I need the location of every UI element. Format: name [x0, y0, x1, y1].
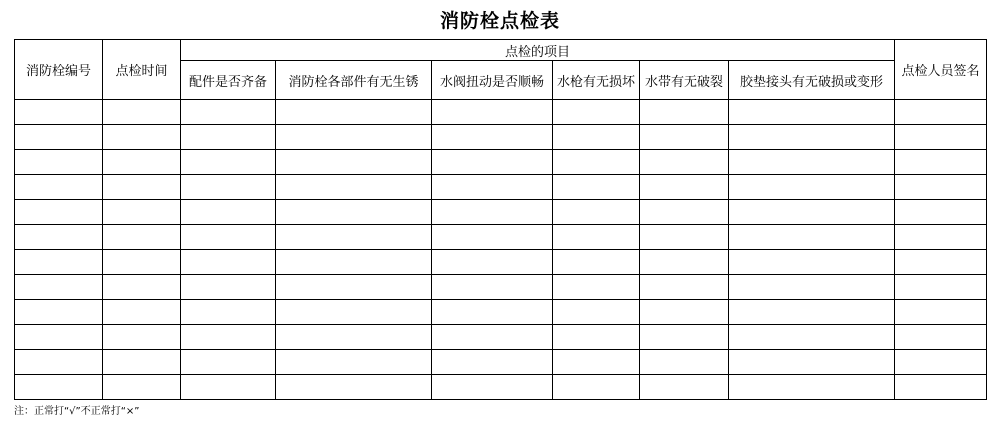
- table-row: [15, 275, 987, 300]
- table-cell[interactable]: [103, 325, 181, 350]
- header-items-group: 点检的项目: [181, 40, 895, 61]
- table-row: [15, 325, 987, 350]
- header-item-nozzle: 水枪有无损坏: [553, 61, 640, 100]
- table-cell[interactable]: [432, 375, 553, 400]
- table-cell[interactable]: [15, 100, 103, 125]
- table-cell[interactable]: [276, 225, 432, 250]
- table-cell[interactable]: [181, 150, 276, 175]
- table-cell[interactable]: [895, 325, 987, 350]
- table-cell[interactable]: [432, 275, 553, 300]
- table-cell[interactable]: [553, 100, 640, 125]
- table-cell[interactable]: [640, 200, 729, 225]
- table-cell[interactable]: [729, 300, 895, 325]
- table-cell[interactable]: [181, 200, 276, 225]
- table-cell[interactable]: [729, 125, 895, 150]
- table-cell[interactable]: [103, 350, 181, 375]
- table-cell[interactable]: [729, 275, 895, 300]
- table-cell[interactable]: [276, 250, 432, 275]
- table-cell[interactable]: [181, 125, 276, 150]
- table-cell[interactable]: [15, 125, 103, 150]
- table-cell[interactable]: [15, 375, 103, 400]
- header-item-fittings: 配件是否齐备: [181, 61, 276, 100]
- table-row: [15, 200, 987, 225]
- table-cell[interactable]: [432, 175, 553, 200]
- table-cell[interactable]: [276, 275, 432, 300]
- table-row: [15, 175, 987, 200]
- table-cell[interactable]: [553, 200, 640, 225]
- table-cell[interactable]: [276, 325, 432, 350]
- table-cell[interactable]: [181, 100, 276, 125]
- table-cell[interactable]: [553, 300, 640, 325]
- table-cell[interactable]: [276, 375, 432, 400]
- table-cell[interactable]: [895, 150, 987, 175]
- table-cell[interactable]: [895, 250, 987, 275]
- table-cell[interactable]: [895, 100, 987, 125]
- header-item-rust: 消防栓各部件有无生锈: [276, 61, 432, 100]
- table-cell[interactable]: [432, 150, 553, 175]
- table-body: [15, 100, 987, 400]
- header-item-hose: 水带有无破裂: [640, 61, 729, 100]
- table-cell[interactable]: [729, 250, 895, 275]
- table-cell[interactable]: [729, 150, 895, 175]
- table-row: [15, 375, 987, 400]
- table-cell[interactable]: [553, 125, 640, 150]
- table-cell[interactable]: [181, 300, 276, 325]
- table-cell[interactable]: [895, 225, 987, 250]
- table-row: [15, 350, 987, 375]
- table-cell[interactable]: [181, 225, 276, 250]
- table-cell[interactable]: [432, 325, 553, 350]
- table-cell[interactable]: [729, 375, 895, 400]
- table-cell[interactable]: [15, 300, 103, 325]
- table-cell[interactable]: [640, 150, 729, 175]
- table-cell[interactable]: [553, 275, 640, 300]
- table-cell[interactable]: [15, 175, 103, 200]
- table-cell[interactable]: [553, 375, 640, 400]
- table-cell[interactable]: [276, 150, 432, 175]
- table-cell[interactable]: [895, 375, 987, 400]
- table-cell[interactable]: [729, 225, 895, 250]
- table-cell[interactable]: [15, 150, 103, 175]
- table-cell[interactable]: [640, 225, 729, 250]
- table-cell[interactable]: [640, 325, 729, 350]
- header-item-valve: 水阀扭动是否顺畅: [432, 61, 553, 100]
- table-cell[interactable]: [640, 250, 729, 275]
- table-row: [15, 225, 987, 250]
- table-row: [15, 100, 987, 125]
- table-cell[interactable]: [276, 200, 432, 225]
- table-cell[interactable]: [895, 350, 987, 375]
- table-cell[interactable]: [181, 375, 276, 400]
- table-cell[interactable]: [895, 125, 987, 150]
- table-cell[interactable]: [15, 225, 103, 250]
- table-cell[interactable]: [640, 300, 729, 325]
- table-cell[interactable]: [729, 175, 895, 200]
- table-cell[interactable]: [640, 375, 729, 400]
- table-cell[interactable]: [729, 100, 895, 125]
- table-cell[interactable]: [181, 250, 276, 275]
- table-cell[interactable]: [15, 275, 103, 300]
- table-cell[interactable]: [103, 250, 181, 275]
- table-cell[interactable]: [181, 175, 276, 200]
- header-hydrant-no: 消防栓编号: [15, 40, 103, 100]
- table-cell[interactable]: [640, 175, 729, 200]
- table-cell[interactable]: [103, 125, 181, 150]
- table-row: [15, 300, 987, 325]
- page-title: 消防栓点检表: [439, 10, 560, 32]
- table-cell[interactable]: [103, 150, 181, 175]
- table-cell[interactable]: [553, 175, 640, 200]
- table-row: [15, 125, 987, 150]
- table-cell[interactable]: [276, 125, 432, 150]
- table-cell[interactable]: [103, 300, 181, 325]
- table-cell[interactable]: [181, 350, 276, 375]
- table-cell[interactable]: [15, 250, 103, 275]
- table-cell[interactable]: [103, 100, 181, 125]
- table-cell[interactable]: [276, 100, 432, 125]
- inspection-table: [14, 39, 987, 400]
- table-cell[interactable]: [640, 125, 729, 150]
- table-cell[interactable]: [103, 275, 181, 300]
- table-cell[interactable]: [729, 350, 895, 375]
- table-cell[interactable]: [15, 200, 103, 225]
- table-cell[interactable]: [276, 300, 432, 325]
- table-cell[interactable]: [895, 200, 987, 225]
- table-cell[interactable]: [895, 275, 987, 300]
- table-cell[interactable]: [640, 275, 729, 300]
- table-cell[interactable]: [103, 175, 181, 200]
- table-cell[interactable]: [103, 200, 181, 225]
- header-inspector-sign: 点检人员签名: [895, 40, 987, 100]
- table-cell[interactable]: [103, 225, 181, 250]
- table-cell[interactable]: [432, 350, 553, 375]
- table-cell[interactable]: [553, 150, 640, 175]
- table-cell[interactable]: [432, 125, 553, 150]
- table-cell[interactable]: [432, 250, 553, 275]
- table-cell[interactable]: [895, 300, 987, 325]
- table-cell[interactable]: [553, 325, 640, 350]
- table-cell[interactable]: [432, 100, 553, 125]
- table-cell[interactable]: [553, 250, 640, 275]
- table-cell[interactable]: [15, 325, 103, 350]
- table-cell[interactable]: [432, 200, 553, 225]
- table-cell[interactable]: [553, 350, 640, 375]
- table-row: [15, 150, 987, 175]
- table-cell[interactable]: [895, 175, 987, 200]
- table-cell[interactable]: [181, 275, 276, 300]
- table-cell[interactable]: [729, 325, 895, 350]
- table-cell[interactable]: [181, 325, 276, 350]
- header-item-gasket: 胶垫接头有无破损或变形: [729, 61, 895, 100]
- header-check-time: 点检时间: [103, 40, 181, 100]
- table-cell[interactable]: [640, 350, 729, 375]
- table-cell[interactable]: [640, 100, 729, 125]
- table-cell[interactable]: [15, 350, 103, 375]
- table-cell[interactable]: [432, 225, 553, 250]
- table-cell[interactable]: [103, 375, 181, 400]
- table-cell[interactable]: [729, 200, 895, 225]
- table-cell[interactable]: [276, 350, 432, 375]
- table-cell[interactable]: [276, 175, 432, 200]
- table-row: [15, 250, 987, 275]
- table-cell[interactable]: [432, 300, 553, 325]
- footnote: 注：正常打“√”不正常打“×”: [14, 406, 140, 417]
- table-cell[interactable]: [553, 225, 640, 250]
